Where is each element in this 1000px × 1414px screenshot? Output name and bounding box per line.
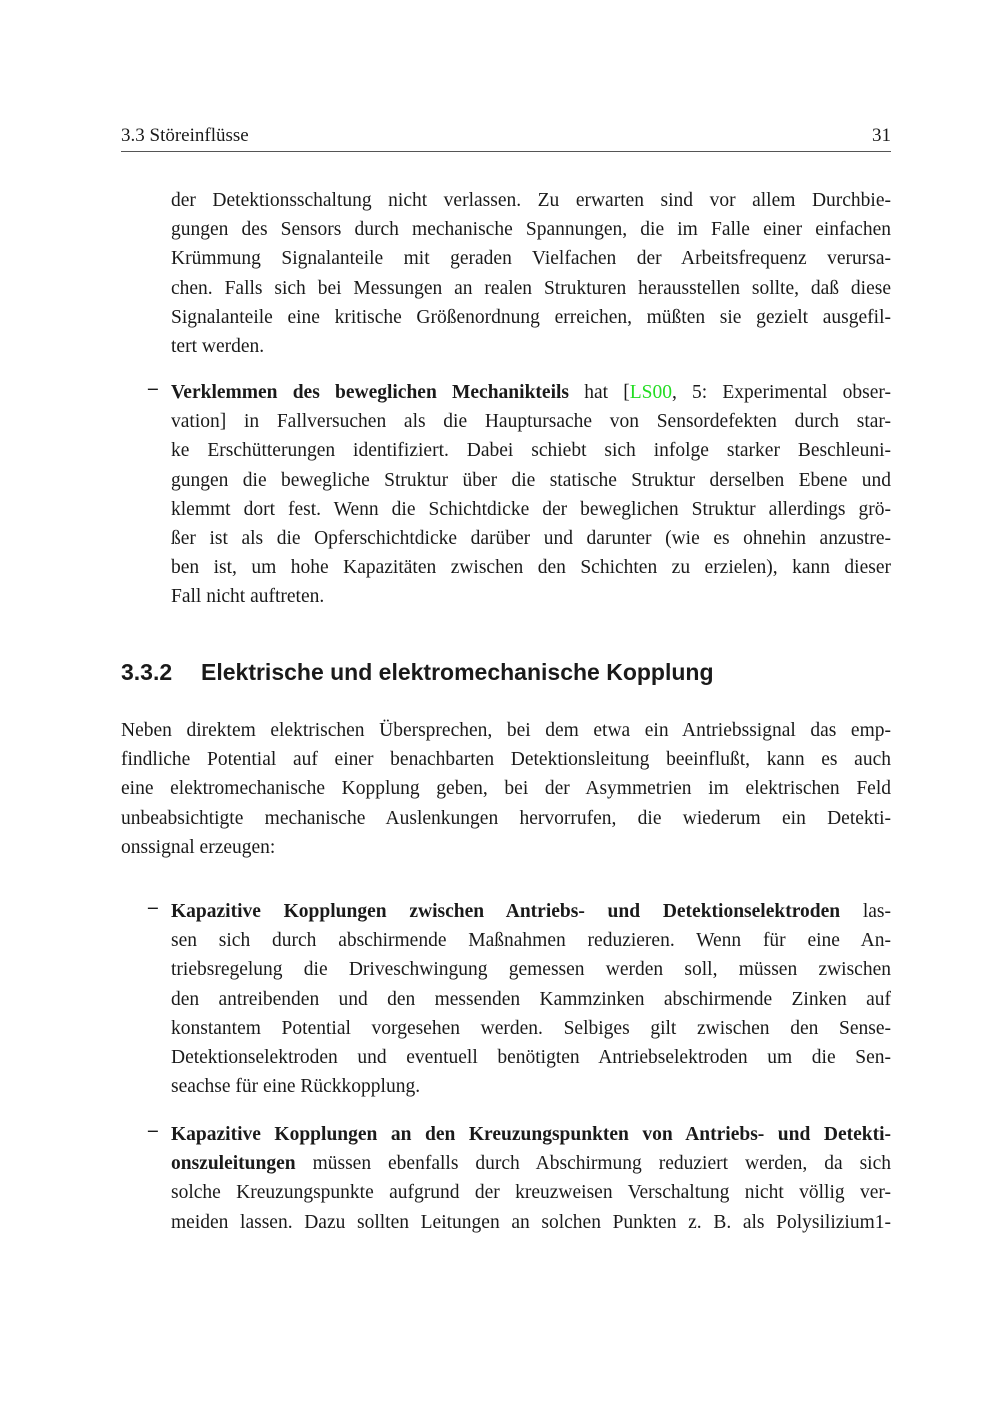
text-line: solche Kreuzungspunkte aufgrund der kreuzweisen Verschaltung nicht völlig ver- bbox=[171, 1182, 891, 1204]
list-bullet: – bbox=[148, 897, 158, 918]
item-term: Verklemmen des beweglichen Mechanikteils bbox=[171, 382, 569, 403]
text-line: Krümmung Signalanteile mit geraden Vielfachen der Arbeitsfrequenz verursa- bbox=[171, 248, 891, 270]
text-line: vation] in Fallversuchen als die Hauptursache von Sensordefekten durch star- bbox=[171, 411, 891, 433]
text-line: den antreibenden und den messenden Kammzinken abschirmende Zinken auf bbox=[171, 988, 891, 1010]
text-span: müssen ebenfalls durch Abschirmung reduziert werden, da sich bbox=[295, 1153, 891, 1175]
header-section-title: 3.3 Störeinflüsse bbox=[121, 125, 249, 146]
text-line: seachse für eine Rückkopplung. bbox=[171, 1076, 421, 1098]
list-item-kreuzungspunkte bbox=[171, 1120, 891, 1237]
item-term: Kapazitive Kopplungen zwischen Antriebs- und Detektionselektroden bbox=[171, 901, 841, 922]
text-span: hat [ bbox=[569, 382, 630, 403]
section-number: 3.3.2 bbox=[121, 659, 173, 685]
paragraph-continued bbox=[171, 186, 891, 361]
section-title: Elektrische und elektromechanische Kopplung bbox=[201, 659, 714, 685]
text-line: chen. Falls sich bei Messungen an realen Strukturen herausstellen sollte, daß diese bbox=[171, 277, 891, 299]
citation-link[interactable]: LS00 bbox=[629, 382, 672, 403]
item-term: Kapazitive Kopplungen an den Kreuzungspunkten von Antriebs- und Detekti- bbox=[171, 1124, 891, 1145]
text-line bbox=[171, 1120, 891, 1149]
text-line bbox=[171, 378, 891, 407]
text-line: ke Erschütterungen identifiziert. Dabei schiebt sich infolge starker Beschleuni- bbox=[171, 440, 891, 462]
text-span: las- bbox=[840, 901, 891, 922]
text-line: Fall nicht auftreten. bbox=[171, 586, 325, 608]
text-line: gungen des Sensors durch mechanische Spannungen, die im Falle einer einfachen bbox=[171, 219, 891, 241]
running-header bbox=[121, 125, 891, 152]
text-line: findliche Potential auf einer benachbarten Detektionsleitung beeinflußt, kann es auch bbox=[121, 749, 891, 771]
text-line: gungen die bewegliche Struktur über die statische Struktur derselben Ebene und bbox=[171, 469, 891, 491]
item-term: onszuleitungen bbox=[171, 1153, 296, 1175]
text-line: unbeabsichtigte mechanische Auslenkungen hervorrufen, die wiederum ein Detekti- bbox=[121, 807, 891, 829]
text-line: klemmt dort fest. Wenn die Schichtdicke der beweglichen Struktur allerdings grö- bbox=[171, 498, 891, 520]
text-line: Detektionselektroden und eventuell benötigten Antriebselektroden um die Sen- bbox=[171, 1047, 891, 1069]
text-line: eine elektromechanische Kopplung geben, bei der Asymmetrien im elektrischen Feld bbox=[121, 778, 891, 800]
text-line: tert werden. bbox=[171, 336, 265, 358]
text-line: konstantem Potential vorgesehen werden. Selbiges gilt zwischen den Sense- bbox=[171, 1017, 891, 1039]
page-number: 31 bbox=[872, 125, 891, 146]
paragraph-intro bbox=[121, 716, 891, 862]
list-bullet: – bbox=[148, 1120, 158, 1141]
list-bullet: – bbox=[148, 378, 158, 399]
text-line bbox=[171, 1149, 891, 1178]
text-line: onssignal erzeugen: bbox=[121, 836, 276, 858]
text-span: , 5: Experimental obser- bbox=[671, 382, 891, 403]
text-line: ßer ist als die Opferschichtdicke darüber und darunter (wie es ohnehin anzustre- bbox=[171, 528, 891, 550]
text-line: sen sich durch abschirmende Maßnahmen reduzieren. Wenn für eine An- bbox=[171, 930, 891, 952]
text-line: triebsregelung die Driveschwingung gemessen werden soll, müssen zwischen bbox=[171, 959, 891, 981]
text-line: ben ist, um hohe Kapazitäten zwischen den Schichten zu erzielen), kann dieser bbox=[171, 557, 891, 579]
text-line: Signalanteile eine kritische Größenordnung erreichen, müßten sie gezielt ausgefil- bbox=[171, 306, 891, 328]
text-line: Neben direktem elektrischen Übersprechen, bei dem etwa ein Antriebssignal das emp- bbox=[121, 720, 891, 741]
section-heading bbox=[121, 659, 714, 686]
text-line bbox=[171, 897, 891, 926]
text-line: meiden lassen. Dazu sollten Leitungen an solchen Punkten z. B. als Polysilizium1- bbox=[171, 1211, 891, 1233]
list-item-verklemmen bbox=[171, 378, 891, 612]
text-line: der Detektionsschaltung nicht verlassen. Zu erwarten sind vor allem Durchbie- bbox=[171, 190, 891, 211]
list-item-kapazitive-kopplungen-elektroden bbox=[171, 897, 891, 1101]
